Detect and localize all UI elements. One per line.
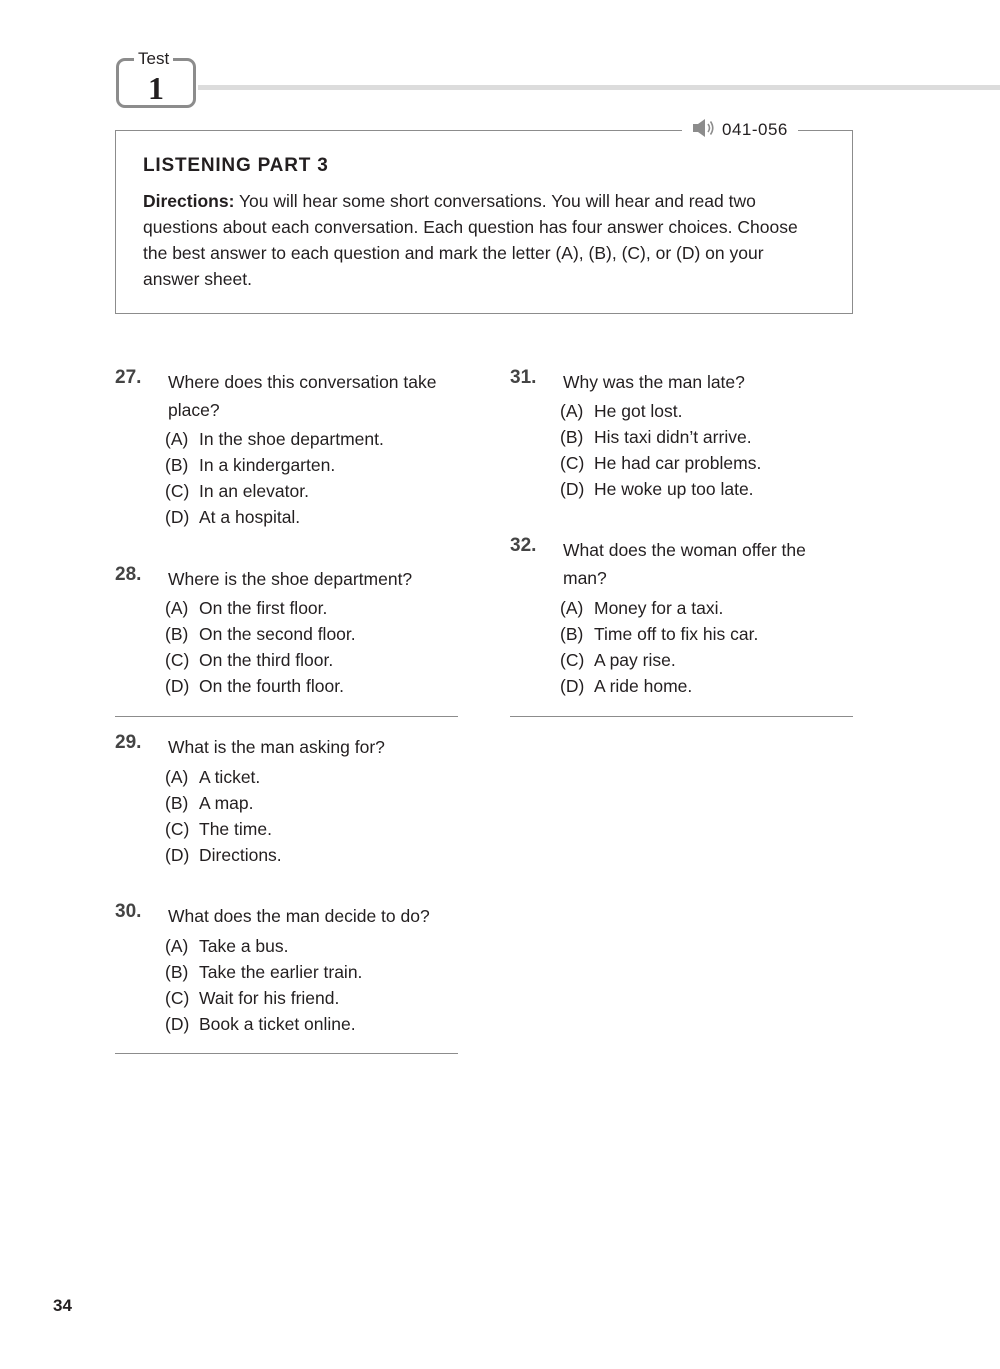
question-number: 28.: [115, 564, 142, 585]
answer-options: [165, 426, 384, 530]
question-number: 32.: [510, 535, 537, 556]
answer-option: (B) Time off to fix his car.: [560, 624, 759, 644]
test-number: 1: [148, 70, 164, 106]
question-number: 27.: [115, 367, 142, 388]
question-number: 29.: [115, 732, 142, 753]
answer-option: (A) Take a bus.: [165, 936, 289, 956]
question-number: 30.: [115, 901, 142, 922]
audio-track-tag: [682, 118, 798, 142]
question-stem: What is the man asking for?: [168, 737, 385, 757]
section-divider: [510, 716, 853, 717]
answer-options: [560, 595, 758, 699]
audio-track-code: 041-056: [722, 120, 788, 139]
answer-option: (C) He had car problems.: [560, 453, 762, 473]
answer-options: [165, 933, 362, 1037]
page-number: 34: [53, 1296, 72, 1315]
answer-option: (D) Book a ticket online.: [165, 1014, 356, 1034]
question-stem: Why was the man late?: [563, 372, 745, 392]
speaker-icon: [692, 118, 716, 143]
answer-option: (D) Directions.: [165, 845, 282, 865]
section-divider: [115, 1053, 458, 1054]
answer-option: (D) He woke up too late.: [560, 479, 754, 499]
answer-option: (A) On the first floor.: [165, 598, 328, 618]
directions-body: You will hear some short conversations. You will hear and read two questions about each conversation. Each question has four answer choices. Choose the best answer to each question and mark the letter (A), (B), (C), or (D) on your answer sheet.: [143, 191, 798, 289]
test-label: Test: [134, 49, 173, 69]
answer-option: (A) A ticket.: [165, 767, 261, 787]
answer-option: (A) In the shoe department.: [165, 429, 384, 449]
answer-options: [165, 595, 356, 699]
answer-option: (C) Wait for his friend.: [165, 988, 340, 1008]
part-title: LISTENING PART 3: [143, 155, 329, 176]
answer-option: (A) Money for a taxi.: [560, 598, 724, 618]
question-stem: What does the woman offer the man?: [563, 540, 806, 588]
answer-option: (C) On the third floor.: [165, 650, 334, 670]
answer-option: (C) In an elevator.: [165, 481, 309, 501]
directions-text: [143, 188, 823, 292]
answer-option: (D) On the fourth floor.: [165, 676, 344, 696]
answer-option: (B) In a kindergarten.: [165, 455, 336, 475]
answer-options: [165, 764, 282, 868]
answer-option: (B) On the second floor.: [165, 624, 356, 644]
answer-option: (C) The time.: [165, 819, 272, 839]
answer-option: (B) Take the earlier train.: [165, 962, 363, 982]
directions-label: Directions:: [143, 191, 235, 211]
answer-option: (B) His taxi didn’t arrive.: [560, 427, 752, 447]
answer-option: (D) A ride home.: [560, 676, 693, 696]
header-rule: [198, 85, 1000, 90]
answer-options: [560, 398, 761, 502]
question-stem: Where is the shoe department?: [168, 569, 413, 589]
question-stem: Where does this conversation take place?: [168, 372, 437, 420]
question-number: 31.: [510, 367, 537, 388]
answer-option: (C) A pay rise.: [560, 650, 676, 670]
answer-option: (D) At a hospital.: [165, 507, 301, 527]
answer-option: (A) He got lost.: [560, 401, 683, 421]
question-stem: What does the man decide to do?: [168, 906, 430, 926]
answer-option: (B) A map.: [165, 793, 254, 813]
section-divider: [115, 716, 458, 717]
